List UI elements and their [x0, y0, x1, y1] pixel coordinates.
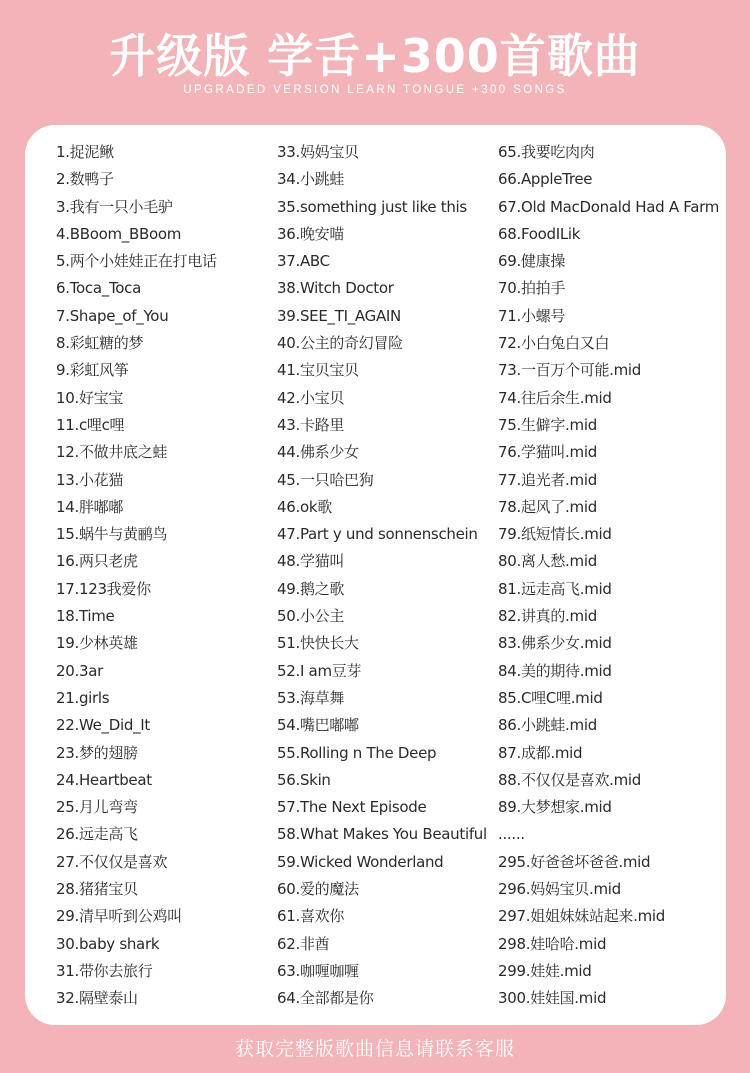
song-list-item: 57.The Next Episode [277, 798, 427, 817]
song-list-item: 78.起风了.mid [498, 497, 597, 516]
song-list-item: 1.捉泥鳅 [56, 143, 114, 161]
song-list-item: 84.美的期待.mid [498, 661, 612, 680]
song-list-item: 47.Part y und sonnenschein [277, 525, 478, 544]
song-list-item: 64.全部都是你 [277, 989, 374, 1008]
song-list-item: 26.远走高飞 [56, 825, 138, 844]
song-list-item: 45.一只哈巴狗 [277, 470, 374, 489]
song-list-item: 80.离人愁.mid [498, 552, 597, 571]
song-list-item: 27.不仅仅是喜欢 [56, 852, 168, 871]
song-list-item: 44.佛系少女 [277, 443, 359, 462]
song-list-item: 61.喜欢你 [277, 907, 345, 926]
song-list-item: 10.好宝宝 [56, 388, 124, 407]
song-list-item: 298.娃哈哈.mid [498, 934, 607, 953]
song-list-item: 43.卡路里 [277, 415, 345, 434]
song-list-item: 58.What Makes You Beautiful [277, 825, 487, 844]
song-list-item: 30.baby shark [56, 934, 160, 953]
song-list-item: 67.Old MacDonald Had A Farm [498, 197, 720, 216]
song-list-item: 69.健康操 [498, 252, 566, 271]
song-list-item: 300.娃娃国.mid [498, 989, 607, 1008]
song-list-item: 53.海草舞 [277, 688, 345, 707]
song-list-item: 60.爱的魔法 [277, 880, 359, 899]
song-list-item: 73.一百万个可能.mid [498, 361, 642, 380]
song-list-item: 3.我有一只小毛驴 [56, 197, 173, 216]
song-list-item: 28.猪猪宝贝 [56, 880, 138, 899]
song-list-item: 85.C哩C哩.mid [498, 688, 603, 707]
song-list-item: 41.宝贝宝贝 [277, 361, 359, 380]
song-list-item: 17.123我爱你 [56, 579, 151, 598]
song-list-item: 16.两只老虎 [56, 552, 138, 571]
song-list-item: 82.讲真的.mid [498, 607, 597, 626]
song-list-item: 8.彩虹糖的梦 [56, 334, 144, 353]
page-title: 升级版 学舌+300首歌曲 [109, 29, 641, 83]
song-list-item: 297.姐姐妹妹站起来.mid [498, 907, 665, 926]
song-list-item: 22.We_Did_It [56, 716, 150, 735]
song-list-item: 50.小公主 [277, 607, 345, 626]
contact-footer-note: 获取完整版歌曲信息请联系客服 [234, 1038, 515, 1060]
song-column-2 [277, 139, 497, 1013]
song-list-item: 89.大梦想家.mid [498, 798, 612, 817]
song-list-item: 37.ABC [277, 252, 330, 271]
song-list-item: 48.学猫叫 [277, 552, 345, 571]
song-list-item: 81.远走高飞.mid [498, 579, 612, 598]
song-list-item: 24.Heartbeat [56, 770, 152, 789]
song-list-item: 39.SEE_TI_AGAIN [277, 306, 401, 325]
song-list-item: 12.不做井底之蛙 [56, 443, 168, 462]
song-list-item: 14.胖嘟嘟 [56, 497, 124, 516]
song-list-item: 32.隔壁泰山 [56, 989, 138, 1008]
song-list-item: 59.Wicked Wonderland [277, 852, 444, 871]
song-list-item: 83.佛系少女.mid [498, 634, 612, 653]
song-list-item: 15.蜗牛与黄鹂鸟 [56, 525, 168, 544]
song-list-item: 79.纸短情长.mid [498, 525, 612, 544]
song-list-item: 31.带你去旅行 [56, 961, 153, 980]
song-list-item: 20.3ar [56, 661, 103, 680]
song-list-item: 19.少林英雄 [56, 634, 138, 653]
song-list-item: 11.c哩c哩 [56, 415, 125, 434]
song-list-item: 34.小跳蛙 [277, 170, 345, 189]
song-list-item: 76.学猫叫.mid [498, 443, 597, 462]
song-list-item: 52.I am豆芽 [277, 661, 362, 680]
song-list-item: 51.快快长大 [277, 634, 359, 653]
song-list-item: ...... [498, 825, 525, 844]
song-list-item: 4.BBoom_BBoom [56, 224, 182, 243]
song-list-item: 63.咖喱咖喱 [277, 961, 359, 980]
song-list-item: 25.月儿弯弯 [56, 798, 138, 817]
song-list-item: 33.妈妈宝贝 [277, 143, 359, 161]
song-list-item: 54.嘴巴嘟嘟 [277, 716, 359, 735]
song-list-item: 66.AppleTree [498, 170, 593, 189]
song-list-item: 2.数鸭子 [56, 170, 114, 189]
song-column-3 [498, 139, 723, 1013]
song-list-item: 75.生僻字.mid [498, 415, 597, 434]
song-list-item: 74.往后余生.mid [498, 388, 612, 407]
song-list-item: 49.鹅之歌 [277, 579, 345, 598]
song-list-item: 295.好爸爸坏爸爸.mid [498, 852, 651, 871]
song-list-item: 296.妈妈宝贝.mid [498, 880, 621, 899]
song-list-item: 42.小宝贝 [277, 388, 345, 407]
song-list-item: 35.something just like this [277, 197, 467, 216]
song-list-item: 71.小螺号 [498, 306, 566, 325]
song-list-item: 13.小花猫 [56, 470, 124, 489]
song-list-item: 7.Shape_of_You [56, 306, 169, 325]
song-list-item: 86.小跳蛙.mid [498, 716, 597, 735]
song-list-item: 88.不仅仅是喜欢.mid [498, 770, 642, 789]
song-list-item: 87.成都.mid [498, 743, 583, 762]
song-list-item: 77.追光者.mid [498, 470, 597, 489]
song-list-item: 55.Rolling n The Deep [277, 743, 437, 762]
page-subtitle: UPGRADED VERSION LEARN TONGUE +300 SONGS [183, 84, 567, 96]
song-list-item: 36.晚安喵 [277, 224, 345, 243]
song-list-item: 56.Skin [277, 770, 331, 789]
song-list-card [25, 125, 726, 1025]
song-list-item: 62.非酋 [277, 934, 330, 953]
song-list-item: 299.娃娃.mid [498, 961, 592, 980]
song-list-item: 68.FoodILik [498, 224, 581, 243]
song-list-item: 65.我要吃肉肉 [498, 143, 595, 161]
song-list-item: 29.清早听到公鸡叫 [56, 907, 182, 926]
song-list-item: 21.girls [56, 688, 110, 707]
song-list-item: 18.Time [56, 607, 115, 626]
song-list-item: 5.两个小娃娃正在打电话 [56, 252, 217, 271]
song-list-item: 9.彩虹风筝 [56, 361, 129, 380]
song-list-item: 23.梦的翅膀 [56, 743, 138, 762]
song-list-item: 72.小白兔白又白 [498, 334, 610, 353]
song-list-item: 40.公主的奇幻冒险 [277, 334, 403, 353]
song-list-item: 38.Witch Doctor [277, 279, 394, 298]
song-list-item: 70.拍拍手 [498, 279, 566, 298]
song-column-1 [56, 139, 271, 1013]
song-list-item: 6.Toca_Toca [56, 279, 141, 298]
song-list-item: 46.ok歌 [277, 497, 332, 516]
